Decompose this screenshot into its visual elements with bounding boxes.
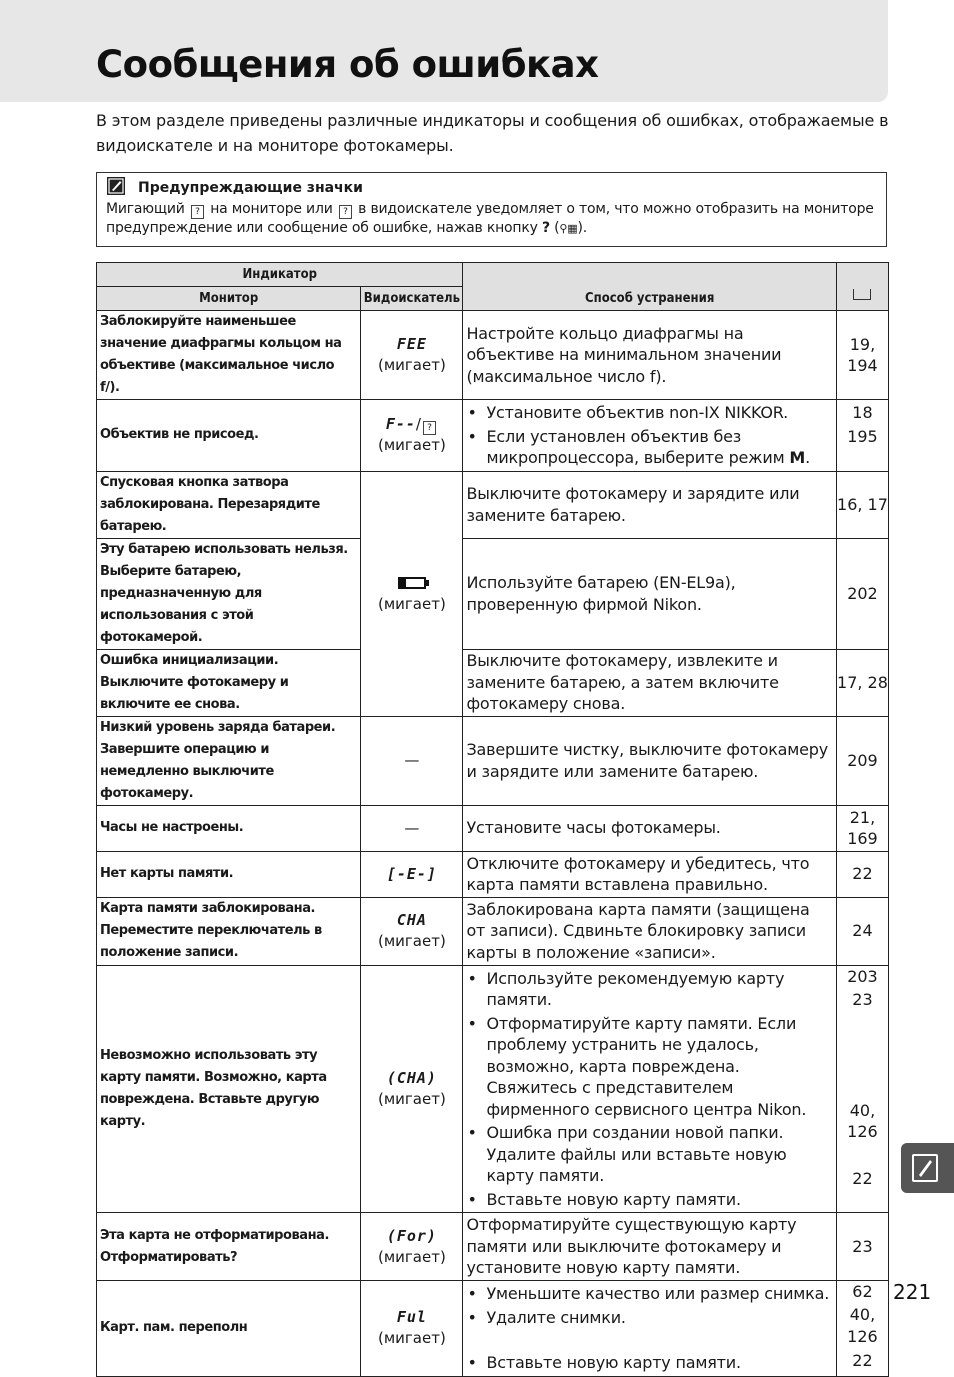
viewfinder-code: (For)	[386, 1226, 437, 1245]
viewfinder-code: CHA	[396, 911, 427, 929]
viewfinder-indicator	[361, 1281, 463, 1377]
intro-text: В этом разделе приведены различные индикаторы и сообщения об ошибках, отображаемые в видоискателе и на мониторе фотокамеры.	[96, 111, 889, 155]
note-text-part: в видоискателе уведомляет о том, что можно отобразить на мониторе предупреждение или сообщение об ошибке, нажав кнопку	[106, 201, 874, 236]
page-number: 221	[893, 1280, 932, 1304]
solution-item: • Ошибка при создании новой папки. Удалите файлы или вставьте новую карту памяти.	[466, 1122, 832, 1187]
pencil-note-icon	[107, 177, 125, 195]
solution: Используйте батарею (EN-EL9a), проверенную фирмой Nikon.	[463, 538, 836, 649]
monitor-message: Объектив не присоед.	[97, 400, 361, 472]
viewfinder-indicator	[361, 897, 463, 965]
page-ref-item: 23	[852, 989, 873, 1009]
header-viewfinder: Видоискатель	[361, 287, 463, 311]
note-title: Предупреждающие значки	[138, 180, 363, 196]
viewfinder-indicator	[361, 1213, 463, 1281]
page-ref: 209	[836, 716, 888, 805]
viewfinder-separator: /	[415, 415, 421, 434]
solution: Выключите фотокамеру, извлеките и замените батарею, а затем включите фотокамеру снова.	[463, 649, 836, 716]
solution-item: • Отформатируйте карту памяти. Если проблему устранить не удалось, возможно, карта повреждена. Свяжитесь с представителем фирменного сервисного центра Nikon.	[466, 1013, 832, 1121]
monitor-message: Невозможно использовать эту карту памяти. Возможно, карта повреждена. Вставьте другую карту.	[97, 965, 361, 1213]
header-monitor: Монитор	[97, 287, 361, 311]
pencil-note-icon	[912, 1154, 938, 1182]
header-solution: Способ устранения	[463, 263, 836, 311]
table-row	[97, 538, 889, 649]
table-row	[97, 400, 889, 472]
page-ref: 17, 28	[836, 649, 888, 716]
viewfinder-note: (мигает)	[377, 932, 446, 950]
viewfinder-note: (мигает)	[377, 1329, 446, 1348]
help-button-symbol: ?	[541, 220, 550, 236]
viewfinder-code: Ful	[396, 1308, 427, 1327]
page-ref: 16, 17	[836, 471, 888, 538]
note-text-part: ).	[577, 220, 587, 236]
monitor-message: Низкий уровень заряда батареи. Завершите операцию и немедленно выключите фотокамеру.	[97, 716, 361, 805]
viewfinder-code: F--	[385, 415, 416, 434]
header-page	[836, 263, 888, 311]
solution: Заблокирована карта памяти (защищена от записи). Сдвиньте блокировку записи карты в положение «записи».	[463, 897, 836, 965]
page-ref-item: 40, 126	[847, 1100, 878, 1141]
page-ref-item: 40, 126	[847, 1305, 878, 1346]
viewfinder-indicator	[361, 471, 463, 716]
solution: Завершите чистку, выключите фотокамеру и зарядите или замените батарею.	[463, 716, 836, 805]
book-icon	[853, 289, 871, 300]
header-indicator: Индикатор	[97, 263, 463, 287]
solution	[463, 1281, 836, 1377]
viewfinder-indicator: —	[361, 805, 463, 851]
monitor-message: Эту батарею использовать нельзя. Выберите батарею, предназначенную для использования с этой фотокамерой.	[97, 538, 361, 649]
note-text-part: Мигающий	[106, 201, 185, 217]
note-text-part: на мониторе или	[210, 201, 333, 217]
solution-item	[466, 426, 832, 469]
viewfinder-indicator	[361, 965, 463, 1213]
monitor-message: Нет карты памяти.	[97, 851, 361, 897]
table-row	[97, 805, 889, 851]
solution-item: • Удалите снимки.	[466, 1307, 832, 1329]
monitor-message: Ошибка инициализации. Выключите фотокамеру и включите ее снова.	[97, 649, 361, 716]
viewfinder-indicator	[361, 851, 463, 897]
solution-item: • Установите объектив non-IX NIKKOR.	[466, 402, 832, 424]
note-box	[96, 172, 887, 247]
solution-item: • Вставьте новую карту памяти.	[466, 1189, 832, 1211]
viewfinder-note: (мигает)	[377, 594, 446, 613]
page-ref-item: 18	[852, 403, 873, 422]
page-ref: 23	[836, 1213, 888, 1281]
viewfinder-note: (мигает)	[377, 356, 446, 374]
help-icon: ?	[423, 421, 436, 435]
monitor-message: Часы не настроены.	[97, 805, 361, 851]
help-icon: ?	[339, 205, 352, 219]
solution-item-end: .	[805, 448, 810, 467]
battery-empty-icon	[398, 577, 426, 589]
viewfinder-code: (CHA)	[386, 1068, 437, 1087]
table-row	[97, 1281, 889, 1377]
table-row	[97, 851, 889, 897]
zoom-out-thumbnail-icon: ⚲▦	[559, 222, 578, 235]
viewfinder-note: (мигает)	[377, 436, 446, 455]
page-ref-item: 62	[852, 1282, 873, 1301]
table-row	[97, 965, 889, 1213]
page-ref: 202	[836, 538, 888, 649]
solution: Установите часы фотокамеры.	[463, 805, 836, 851]
viewfinder-indicator	[361, 311, 463, 400]
solution-item: • Уменьшите качество или размер снимка.	[466, 1283, 832, 1305]
monitor-message: Карта памяти заблокирована. Переместите переключатель в положение записи.	[97, 897, 361, 965]
monitor-message: Спусковая кнопка затвора заблокирована. Перезарядите батарею.	[97, 471, 361, 538]
viewfinder-code: FEE	[396, 335, 427, 353]
solution: Настройте кольцо диафрагмы на объективе на минимальном значении (максимальное число f).	[463, 311, 836, 400]
monitor-message: Эта карта не отформатирована. Отформатировать?	[97, 1213, 361, 1281]
page-ref-item: 195	[847, 426, 878, 446]
solution: Отключите фотокамеру и убедитесь, что карта памяти вставлена правильно.	[463, 851, 836, 897]
table-row	[97, 897, 889, 965]
page-title: Сообщения об ошибках	[96, 43, 599, 86]
page-ref	[836, 965, 888, 1213]
page-ref: 21, 169	[836, 805, 888, 851]
viewfinder-code: [-E-]	[386, 864, 437, 883]
monitor-message: Карт. пам. переполн	[97, 1281, 361, 1377]
page-ref-item: 22	[852, 1351, 873, 1370]
table-row	[97, 1213, 889, 1281]
page-ref	[836, 400, 888, 472]
page-ref-item: 22	[852, 1168, 873, 1188]
table-row	[97, 311, 889, 400]
help-icon: ?	[191, 205, 204, 219]
solution-item: • Вставьте новую карту памяти.	[466, 1352, 832, 1374]
section-tab	[901, 1143, 954, 1193]
solution: Выключите фотокамеру и зарядите или замените батарею.	[463, 471, 836, 538]
viewfinder-indicator: —	[361, 716, 463, 805]
solution: Отформатируйте существующую карту памяти или выключите фотокамеру и установите новую карту памяти.	[463, 1213, 836, 1281]
table-row	[97, 716, 889, 805]
page-ref	[836, 1281, 888, 1377]
table-row	[97, 649, 889, 716]
solution	[463, 400, 836, 472]
table-row	[97, 471, 889, 538]
solution-item: • Используйте рекомендуемую карту памяти.	[466, 968, 832, 1011]
page-ref-item: 203	[847, 966, 878, 986]
page-ref: 19, 194	[836, 311, 888, 400]
error-table	[96, 262, 889, 1377]
exposure-mode-letter: M	[789, 448, 806, 467]
solution-item-text: Если установлен объектив без микропроцессора, выберите режим	[486, 426, 790, 467]
solution	[463, 965, 836, 1213]
monitor-message: Заблокируйте наименьшее значение диафрагмы кольцом на объективе (максимальное число f/).	[97, 311, 361, 400]
viewfinder-indicator	[361, 400, 463, 472]
header-row	[97, 263, 889, 287]
note-text-part: (	[554, 220, 560, 236]
page-ref: 24	[836, 897, 888, 965]
note-text	[106, 200, 881, 238]
viewfinder-note: (мигает)	[377, 1089, 446, 1108]
viewfinder-note: (мигает)	[377, 1247, 446, 1266]
page-ref: 22	[836, 851, 888, 897]
